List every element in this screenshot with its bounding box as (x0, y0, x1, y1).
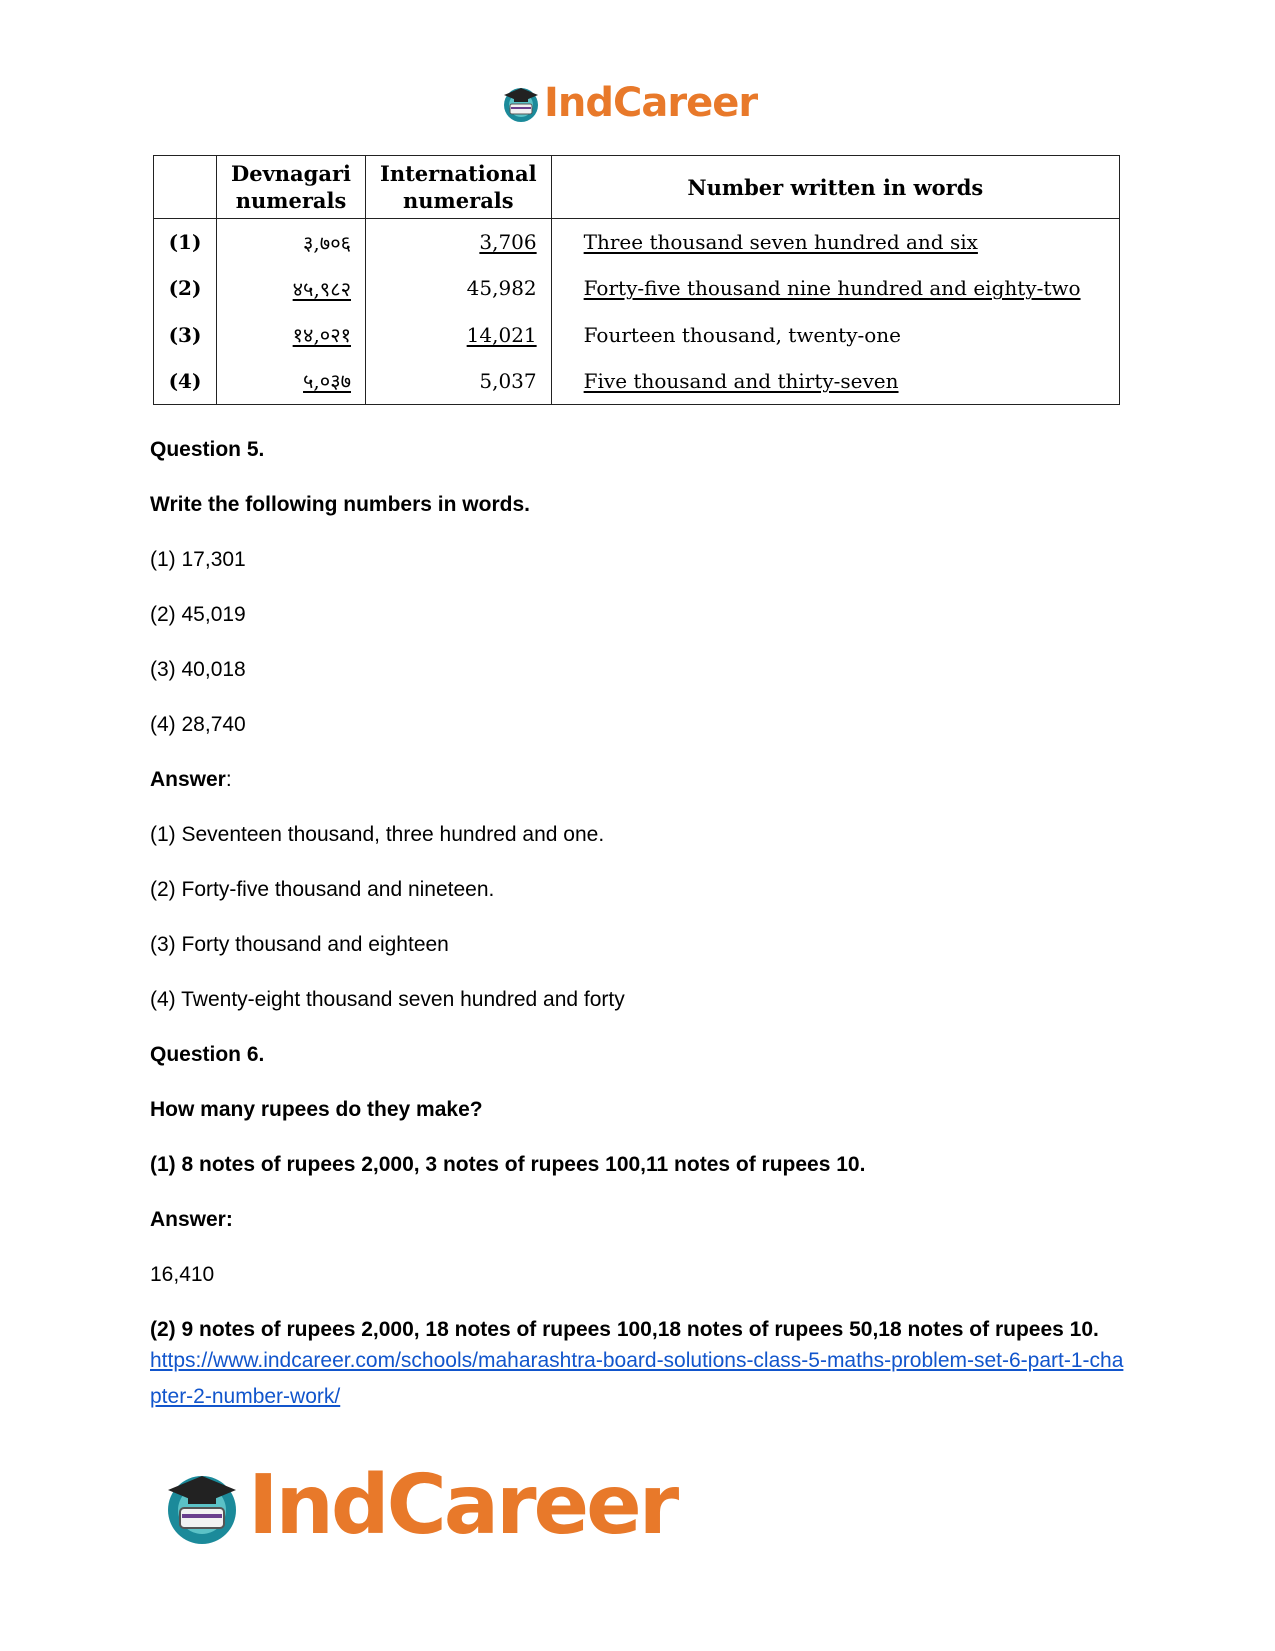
logo-wordmark: IndCareer (544, 80, 758, 126)
international-value: 5,037 (366, 358, 552, 405)
row-index: (1) (154, 219, 217, 266)
words-value: Fourteen thousand, twenty-one (551, 311, 1119, 357)
question-5-answer: (4) Twenty-eight thousand seven hundred and forty (150, 988, 625, 1011)
question-6-answer-1: 16,410 (150, 1263, 215, 1286)
footer-logo (160, 1458, 676, 1553)
header-international: International numerals (366, 156, 552, 219)
question-5-answer: (3) Forty thousand and eighteen (150, 933, 449, 956)
question-5-prompt: Write the following numbers in words. (150, 493, 530, 516)
question-5-answer: (1) Seventeen thousand, three hundred and one. (150, 823, 605, 846)
answer-colon: : (225, 768, 232, 791)
table-row (154, 219, 1120, 266)
words-value: Three thousand seven hundred and six (551, 219, 1119, 266)
answer-label: Answer: (150, 1208, 233, 1231)
document-body (150, 437, 1125, 1415)
row-index: (2) (154, 265, 217, 311)
question-6-part-2: (2) 9 notes of rupees 2,000, 18 notes of rupees 100,18 notes of rupees 50,18 notes of rupees 10. (150, 1318, 1099, 1341)
graduation-cap-globe-icon (500, 82, 542, 124)
international-value: 3,706 (366, 219, 552, 266)
header-logo (500, 80, 757, 126)
international-value: 45,982 (366, 265, 552, 311)
row-index: (3) (154, 311, 217, 357)
header-devnagari: Devnagari numerals (217, 156, 366, 219)
international-value: 14,021 (366, 311, 552, 357)
answer-label: Answer (150, 768, 226, 791)
question-5-title: Question 5. (150, 438, 265, 461)
answer-heading (150, 767, 1125, 793)
question-6-prompt: How many rupees do they make? (150, 1098, 483, 1121)
words-value: Five thousand and thirty-seven (551, 358, 1119, 405)
header-index (154, 156, 217, 219)
question-6-part-1: (1) 8 notes of rupees 2,000, 3 notes of rupees 100,11 notes of rupees 10. (150, 1153, 866, 1176)
header-words: Number written in words (551, 156, 1119, 219)
devnagari-value: ५,०३७ (217, 358, 366, 405)
table-row (154, 358, 1120, 405)
table-row (154, 311, 1120, 357)
devnagari-value: ३,७०६ (217, 219, 366, 266)
source-link[interactable]: https://www.indcareer.com/schools/maharashtra-board-solutions-class-5-maths-problem-set-6-part-1-chapter-2-number-work/ (150, 1349, 1124, 1408)
question-5-item: (1) 17,301 (150, 548, 246, 571)
devnagari-value: ४५,९८२ (217, 265, 366, 311)
table-header-row (154, 156, 1120, 219)
graduation-cap-globe-icon (160, 1464, 244, 1548)
question-5-item: (3) 40,018 (150, 658, 246, 681)
numerals-table (153, 155, 1120, 405)
logo-wordmark: IndCareer (248, 1458, 677, 1553)
question-5-answer: (2) Forty-five thousand and nineteen. (150, 878, 495, 901)
question-5-item: (4) 28,740 (150, 713, 246, 736)
question-6-title: Question 6. (150, 1043, 265, 1066)
question-5-item: (2) 45,019 (150, 603, 246, 626)
table-row (154, 265, 1120, 311)
row-index: (4) (154, 358, 217, 405)
devnagari-value: १४,०२१ (217, 311, 366, 357)
words-value: Forty-five thousand nine hundred and eighty-two (551, 265, 1119, 311)
